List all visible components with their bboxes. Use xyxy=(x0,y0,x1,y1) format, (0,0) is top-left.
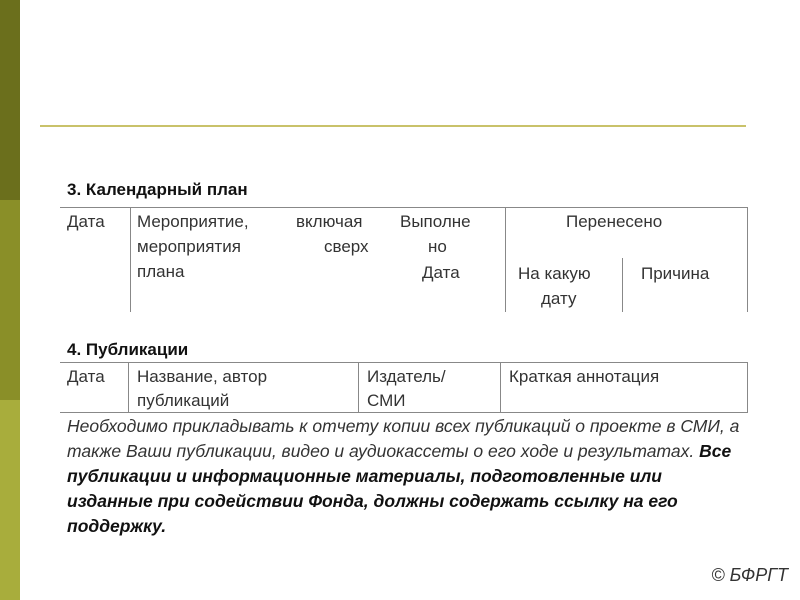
table3-divider xyxy=(130,207,131,312)
table3-header-moved-date: дату xyxy=(541,289,577,308)
table3-header-done: Выполне xyxy=(400,212,471,231)
table4-top-border xyxy=(60,362,748,363)
sidebar-block-dark xyxy=(0,0,20,200)
copyright-label: © БФРГТ xyxy=(711,565,788,585)
header-divider xyxy=(40,125,746,127)
table3-header-event: Мероприятие, xyxy=(137,212,249,231)
table4-header-name: Название, автор xyxy=(137,367,268,386)
section4-title: 4. Публикации xyxy=(67,340,189,359)
table3-header-event: мероприятия xyxy=(137,237,241,256)
sidebar-block-light xyxy=(0,400,20,600)
table4-header-publisher: СМИ xyxy=(367,391,406,410)
table3-header-moved: Перенесено xyxy=(566,212,663,231)
table3-top-border xyxy=(60,207,748,208)
table4-header-name: публикаций xyxy=(137,391,230,410)
table3-header-done-date: Дата xyxy=(422,263,460,282)
table3-header-event: плана xyxy=(137,262,185,281)
table3-header-event: сверх xyxy=(324,237,369,256)
table3-header-event: включая xyxy=(296,212,363,231)
table3-header-moved-date: На какую xyxy=(518,264,591,283)
table4-bottom-border xyxy=(60,412,748,413)
table4-divider xyxy=(500,362,501,412)
sidebar-block-mid xyxy=(0,200,20,400)
table3-header-date: Дата xyxy=(67,212,105,231)
sidebar-decoration xyxy=(0,0,20,600)
table3-divider xyxy=(505,207,506,312)
table4-header-annotation: Краткая аннотация xyxy=(509,367,660,386)
section3-title: 3. Календарный план xyxy=(67,180,248,199)
publication-note-bold: Все публикации и информационные материалы, подготовленные или изданные при содействии Фонда, должны содержать ссылку на его поддержку. xyxy=(67,441,732,536)
table3-divider xyxy=(622,258,623,312)
table4-header-date: Дата xyxy=(67,367,105,386)
table3-divider xyxy=(747,207,748,312)
table3-header-reason: Причина xyxy=(641,264,710,283)
table4-divider xyxy=(358,362,359,412)
table4-divider xyxy=(747,362,748,412)
publication-note xyxy=(67,414,747,539)
table3-header-done: но xyxy=(428,237,447,256)
table4-header-publisher: Издатель/ xyxy=(367,367,446,386)
publication-note-italic: Необходимо прикладывать к отчету копии всех публикаций о проекте в СМИ, а также Ваши публикации, видео и аудиокассеты о его ходе и результатах. xyxy=(67,416,740,461)
table4-divider xyxy=(128,362,129,412)
